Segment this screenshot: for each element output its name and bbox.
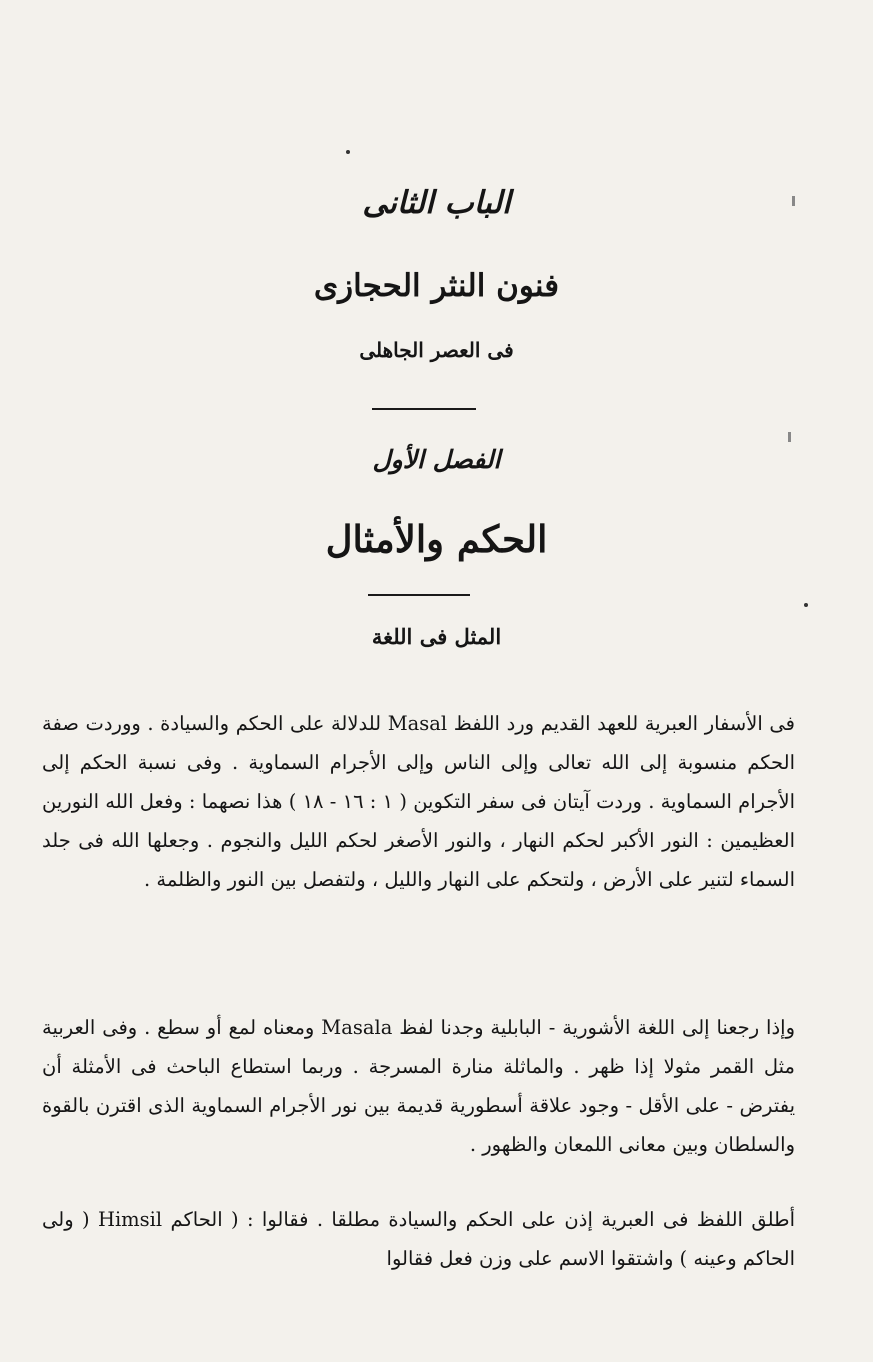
margin-mark [788,432,791,442]
part-title: فنون النثر الحجازى [313,268,560,304]
section-heading: الفصل الأول [372,445,501,474]
ink-speck [346,150,350,154]
part-subtitle: فى العصر الجاهلى [359,338,514,362]
paragraph: فى الأسفار العبرية للعهد القديم ورد اللفظ Masal للدلالة على الحكم والسيادة . ووردت صفة الحكم منسوبة إلى الله تعالى وإلى الناس وإلى الأجرام السماوية . وفى نسبة الحكم إلى الأجرام السماوية . وردت آيتان فى سفر التكوين ( ١ : ١٦ - ١٨ ) هذا نصهما : وفعل الله النورين العظيمين : النور الأكبر لحكم النهار ، والنور الأصغر لحكم الليل والنجوم . وجعلها الله فى جلد السماء لتنير على الأرض ، ولتحكم على النهار والليل ، ولتفصل بين النور والظلمة . [42,711,795,891]
ink-speck [804,603,808,607]
divider [368,594,470,596]
topic-heading: الحكم والأمثال [325,517,548,561]
divider [372,408,476,410]
subheading: المثل فى اللغة [371,624,502,649]
chapter-heading: الباب الثانى [362,185,511,221]
paragraph: وإذا رجعنا إلى اللغة الأشورية - البابلية وجدنا لفظ Masala ومعناه لمع أو سطع . وفى العربية مثل القمر مثولا إذا ظهر . والماثلة منارة المسرجة . وربما استطاع الباحث فى الأمثلة أن يفترض - على الأقل - وجود علاقة أسطورية قديمة بين نور الأجرام السماوية الذى اقترن بالقوة والسلطان وبين معانى اللمعان والظهور . [42,1015,795,1156]
paragraph: أطلق اللفظ فى العبرية إذن على الحكم والسيادة مطلقا . فقالوا : ( الحاكم Himsil ( ولى الحاكم وعينه ) واشتقوا الاسم على وزن فعل فقالوا [42,1207,795,1270]
